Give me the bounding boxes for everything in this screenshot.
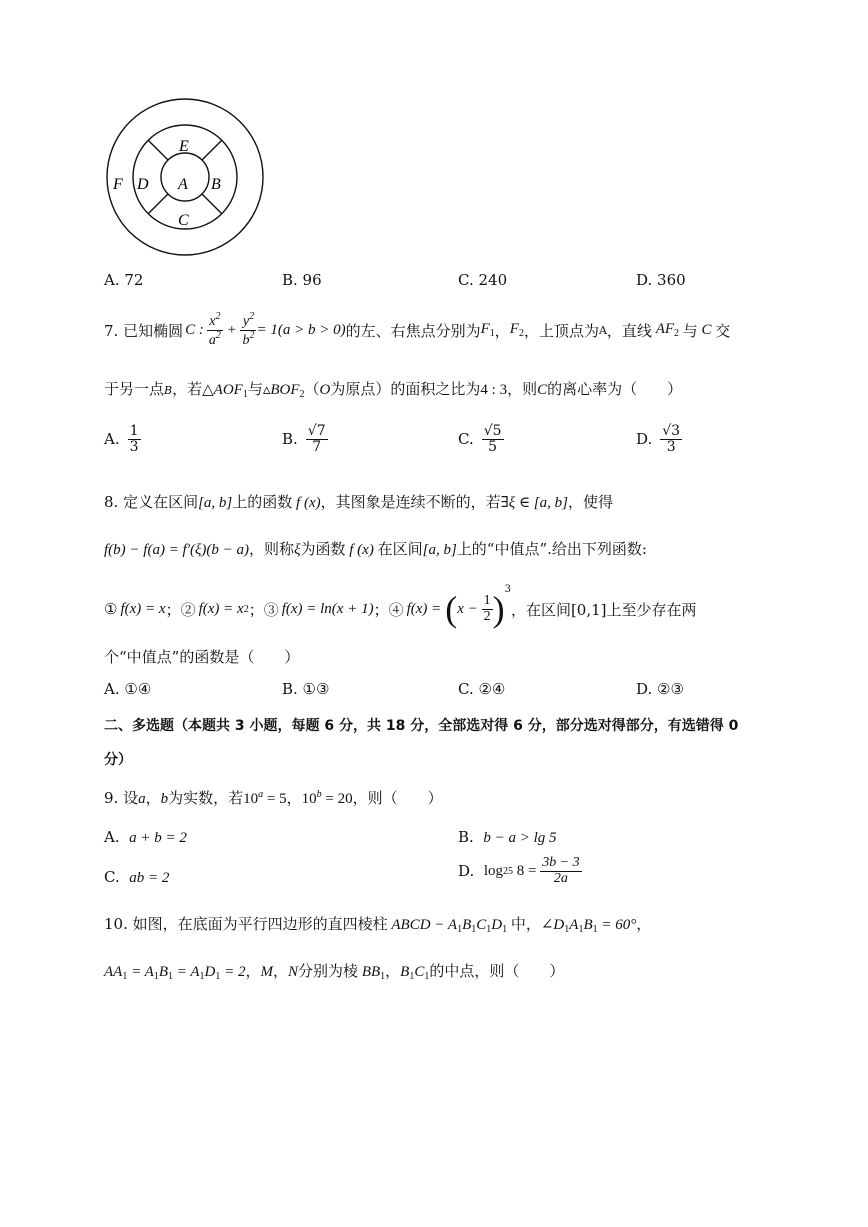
q6-option-b: B. 96 xyxy=(282,271,322,289)
q8-stem-line4: 个“中值点”的函数是（ ） xyxy=(104,648,300,666)
divider-line xyxy=(148,140,168,160)
section-heading-cont: 分） xyxy=(104,752,132,768)
q8-option-b: B. ①③ xyxy=(282,680,330,698)
q7-stem-line2: 于另一点B，若$\triangle AOF_1$与$▵BOF_2(O$为原点）的面积之比为4 : 3，则C的离心率为（ ） xyxy=(104,380,683,400)
q7-option-d: D. $\frac{√3}{3}$ xyxy=(636,423,681,455)
region-label: F xyxy=(113,176,123,193)
q6-option-d: D. 360 xyxy=(636,271,686,289)
q7-stem-line1: 7. 已知椭圆 C : $\frac{x^2}{a^2}$ + $\frac{y^2}{b^2}$ = 1(a > b > 0) 的左、右焦点分别为 $F_1$ ， $F_2$ ，上顶点为 A ，直线 $AF_2$ 与 C 交 xyxy=(104,311,731,348)
q6-option-a: A. 72 xyxy=(104,271,144,289)
q9-option-d: D. log 25 8 = $\frac{3b - 3}{2a}$ xyxy=(458,855,580,886)
q7-number: 7. 已知椭圆 xyxy=(104,321,184,340)
section-heading: 二、多选题（本题共 3 小题，每题 6 分，共 18 分，全部选对得 6 分，部分选对得部分，有选错得 0 xyxy=(104,718,739,734)
q9-option-b: B. b − a > lg 5 xyxy=(458,828,557,846)
q8-option-c: C. ②④ xyxy=(458,680,506,698)
q8-option-a: A. ①④ xyxy=(104,680,152,698)
q9-option-a: A. a + b = 2 xyxy=(104,828,187,846)
q8-stem-line3: ① f(x) = x ；② f(x) = x 2 ；③ f(x) = ln(x + 1) ；④ f(x) = ( x − $\frac{1}{2}$ ) 3 ，在区间[0,1]上至少存在两 xyxy=(104,584,697,629)
region-label: A xyxy=(178,176,188,193)
q6-option-c: C. 240 xyxy=(458,271,508,289)
q8-option-d: D. ②③ xyxy=(636,680,684,698)
region-label: E xyxy=(179,138,189,155)
region-label: B xyxy=(211,176,221,193)
divider-line xyxy=(202,140,222,160)
ring-diagram xyxy=(104,96,266,258)
divider-line xyxy=(202,194,222,214)
q7-option-c: C. $\frac{√5}{5}$ xyxy=(458,423,502,455)
q7-option-b: B. $\frac{√7}{7}$ xyxy=(282,423,326,455)
region-label: C xyxy=(178,212,189,229)
q7-eq-tail: = 1(a > b > 0) xyxy=(256,321,346,338)
q8-stem-line2: f(b) − f(a) = f′(ξ)(b − a)，则称ξ为函数 f (x) 在区间[a, b]上的“中值点”.给出下列函数: xyxy=(104,540,647,558)
q7-option-a: A. $\frac{1}{3}$ xyxy=(104,423,139,455)
q10-stem-line2: $AA_1 = A_1B_1 = A_1D_1 = 2$，M，N分别为棱 $BB_1$，$B_1C_1$的中点，则（ ） xyxy=(104,962,565,982)
q9-option-c: C. ab = 2 xyxy=(104,868,170,886)
divider-line xyxy=(148,194,168,214)
q8-stem-line1: 8. 定义在区间[a, b]上的函数 f (x)，其图象是连续不断的，若∃ξ ∈ [a, b]，使得 xyxy=(104,493,613,511)
q10-stem-line1: 10. 如图，在底面为平行四边形的直四棱柱 ABCD − $A_1B_1C_1D_1$ 中，$\angle D_1A_1B_1 = 60^\circ$， xyxy=(104,915,652,935)
region-label: D xyxy=(137,176,149,193)
q9-stem: 9. 设a，b为实数，若$10^a = 5$，$10^b = 20$，则（ ） xyxy=(104,789,443,807)
